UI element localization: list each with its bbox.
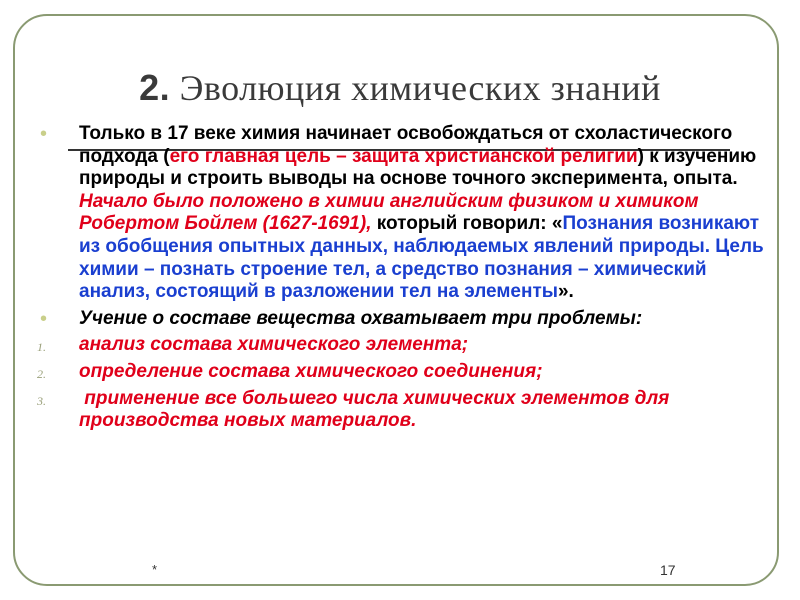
list-marker: 3.: [37, 393, 46, 408]
footer-date: *: [152, 562, 158, 577]
list-marker: 1.: [37, 340, 46, 355]
bullet-dot-icon: •: [40, 307, 48, 330]
bullet1-text-7: ».: [557, 281, 574, 303]
slide-body: [35, 123, 770, 437]
bullet-dot-icon: •: [40, 123, 48, 145]
list-item-text: определение состава химического соединения;: [79, 360, 543, 382]
bullet-item-1: [35, 123, 770, 304]
list-item-text: применение все большего числа химических элементов для производства новых материалов.: [79, 387, 675, 432]
title-text: Эволюция химических знаний: [179, 68, 661, 108]
bullet1-text-red: его главная цель – защита христианской религии: [169, 145, 638, 167]
bullet-item-2: [35, 308, 770, 331]
title-number: 2.: [139, 67, 171, 108]
bullet1-text-3: ) к изучению природы и строить выводы на основе точного эксперимента, опыта.: [79, 145, 757, 190]
list-item: [35, 334, 770, 357]
list-item: [35, 388, 770, 433]
bullet1-text-red-italic: Начало было положено в химии английским физиком и химиком Робертом Бойлем (1627-1691),: [79, 190, 699, 235]
bullet1-text-blue: Познания возникают из обобщения опытных данных, наблюдаемых явлений природы. Цель химии – познать строение тел, а средство познания – химический анализ, состоящий в разложении тел на элементы: [79, 213, 764, 303]
bullet2-text: Учение о составе вещества охватывает три проблемы:: [79, 307, 643, 329]
bullet1-text-5: который говорил: «: [371, 213, 563, 235]
slide-title: [0, 67, 800, 109]
slide-number: 17: [660, 562, 676, 578]
bullet1-text-1: Только в 17 веке химия начинает освобождаться от схоластического подхода (: [79, 123, 733, 167]
list-item-text: анализ состава химического элемента;: [79, 334, 469, 356]
list-item: [35, 361, 770, 384]
list-marker: 2.: [37, 366, 46, 381]
